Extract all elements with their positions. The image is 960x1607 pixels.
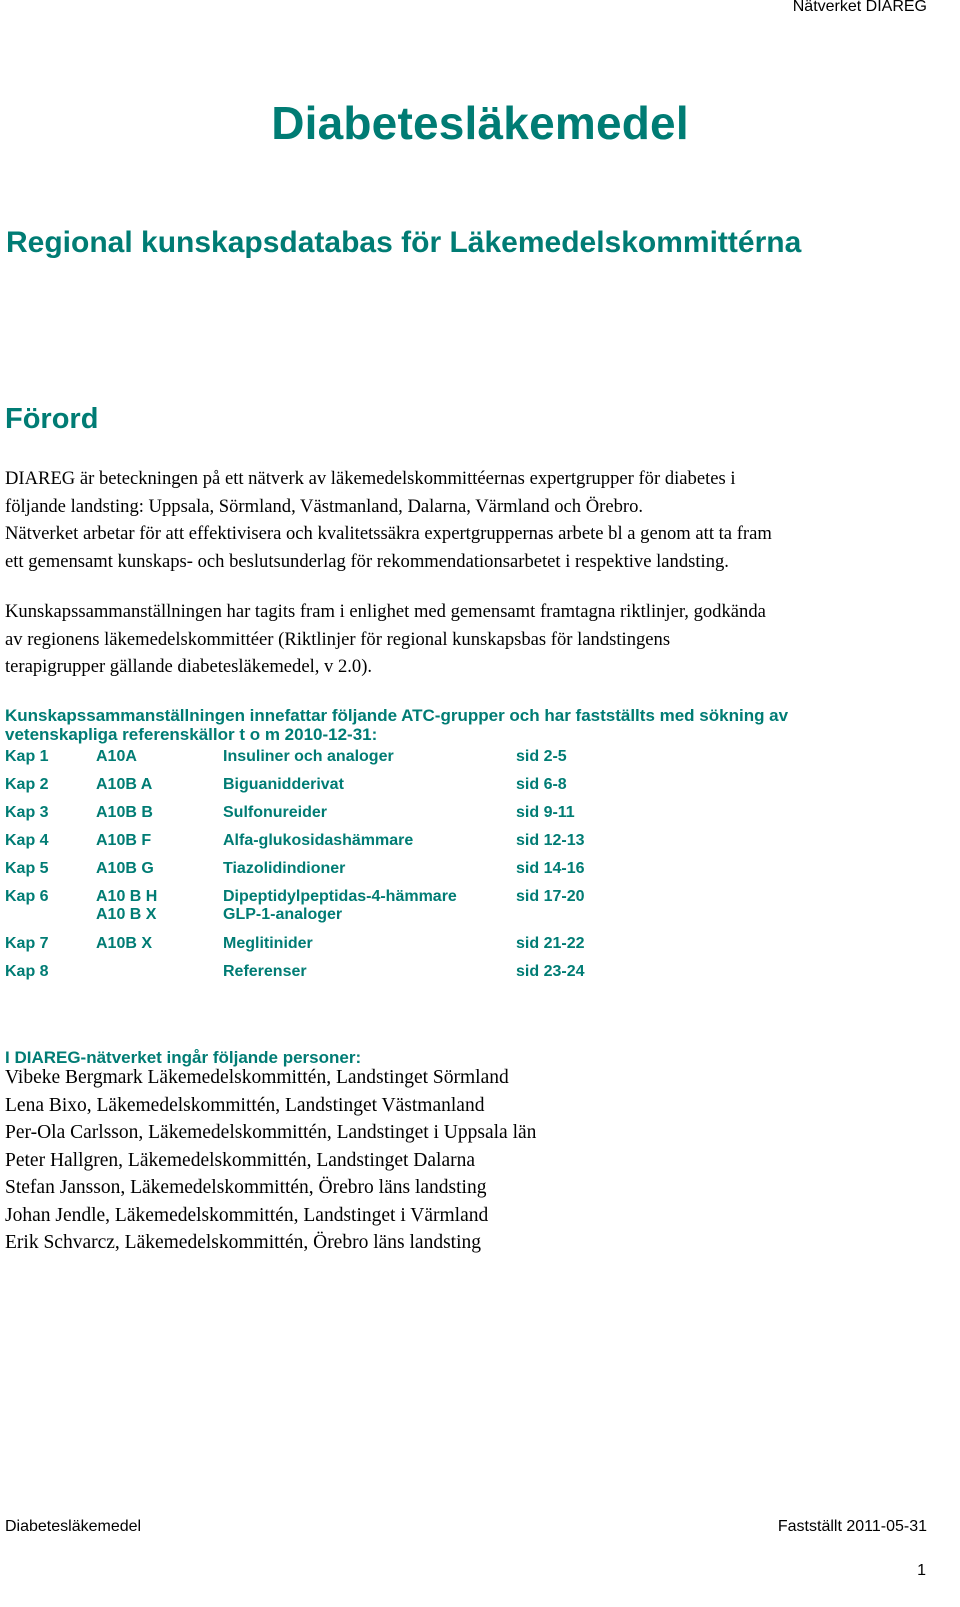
atc-intro bbox=[5, 706, 788, 744]
toc-chapter: Kap 2 bbox=[5, 776, 49, 793]
atc-intro-line: Kunskapssammanställningen innefattar följande ATC-grupper och har fastställts med sökning av bbox=[5, 706, 789, 725]
footer-document-name: Diabetesläkemedel bbox=[5, 1518, 142, 1535]
network-member: Vibeke Bergmark Läkemedelskommittén, Landstinget Sörmland bbox=[5, 1067, 509, 1088]
toc-group-name-group bbox=[223, 888, 457, 924]
toc-row-kap-1 bbox=[5, 748, 705, 776]
paragraph-line: Nätverket arbetar för att effektivisera och kvalitetssäkra expertgruppernas arbete bl a genom att ta fram bbox=[5, 523, 772, 545]
toc-pages: sid 21-22 bbox=[516, 935, 585, 952]
toc-group-name: Insuliner och analoger bbox=[223, 748, 394, 765]
toc-atc-code: A10B B bbox=[96, 804, 153, 821]
toc-chapter: Kap 8 bbox=[5, 963, 49, 980]
toc-group-name: Meglitinider bbox=[223, 935, 313, 952]
toc-atc-code: A10B A bbox=[96, 776, 153, 793]
paragraph-line: terapigrupper gällande diabetesläkemedel, v 2.0). bbox=[5, 656, 373, 678]
paragraph-line: följande landsting: Uppsala, Sörmland, Västmanland, Dalarna, Värmland och Örebro. bbox=[5, 495, 644, 517]
toc-pages: sid 17-20 bbox=[516, 888, 585, 905]
toc-group-name: Sulfonureider bbox=[223, 804, 328, 821]
toc-group-name: Referenser bbox=[223, 963, 307, 980]
toc-atc-code-group bbox=[96, 888, 157, 924]
network-member: Lena Bixo, Läkemedelskommittén, Landstinget Västmanland bbox=[5, 1094, 485, 1116]
document-subtitle: Regional kunskapsdatabas för Läkemedelskommittérna bbox=[6, 226, 802, 259]
paragraph-line: ett gemensamt kunskaps- och beslutsunderlag för rekommendationsarbetet i respektive landsting. bbox=[5, 550, 729, 572]
toc-pages: sid 9-11 bbox=[516, 804, 575, 821]
toc-row-kap-4 bbox=[5, 832, 705, 860]
toc-chapter: Kap 4 bbox=[5, 832, 49, 849]
foreword-heading: Förord bbox=[5, 403, 99, 435]
atc-intro-line: vetenskapliga referenskällor t o m 2010-12-31: bbox=[5, 725, 378, 744]
foreword-paragraph-2 bbox=[5, 598, 955, 681]
toc-row-kap-5 bbox=[5, 860, 705, 888]
toc-row-kap-7 bbox=[5, 935, 705, 963]
toc-pages: sid 14-16 bbox=[516, 860, 585, 877]
foreword-paragraph-1 bbox=[5, 465, 955, 575]
running-header: Nätverket DIAREG bbox=[792, 0, 927, 15]
paragraph-line: av regionens läkemedelskommittéer (Riktlinjer för regional kunskapsbas för landstingens bbox=[5, 628, 671, 650]
toc-chapter: Kap 5 bbox=[5, 860, 49, 877]
toc-row-kap-3 bbox=[5, 804, 705, 832]
toc-group-name: Dipeptidylpeptidas-4-hämmare bbox=[223, 888, 457, 905]
network-member: Stefan Jansson, Läkemedelskommittén, Örebro läns landsting bbox=[5, 1177, 487, 1198]
atc-chapter-table bbox=[5, 748, 705, 991]
toc-pages: sid 23-24 bbox=[516, 963, 585, 980]
toc-row-kap-6 bbox=[5, 888, 705, 935]
network-member: Per-Ola Carlsson, Läkemedelskommittén, Landstinget i Uppsala län bbox=[5, 1122, 537, 1143]
network-member: Peter Hallgren, Läkemedelskommittén, Landstinget Dalarna bbox=[5, 1149, 476, 1171]
toc-atc-code: A10 B X bbox=[96, 906, 157, 923]
toc-row-kap-8 bbox=[5, 963, 705, 991]
toc-chapter: Kap 7 bbox=[5, 935, 49, 952]
toc-chapter: Kap 3 bbox=[5, 804, 49, 821]
network-heading: I DIAREG-nätverket ingår följande personer: bbox=[5, 1048, 362, 1067]
toc-group-name: GLP-1-analoger bbox=[223, 906, 343, 923]
toc-atc-code: A10B X bbox=[96, 935, 153, 952]
toc-atc-code: A10B F bbox=[96, 832, 152, 849]
toc-chapter: Kap 1 bbox=[5, 748, 49, 765]
toc-atc-code: A10A bbox=[96, 748, 137, 765]
toc-chapter: Kap 6 bbox=[5, 888, 49, 905]
document-title: Diabetesläkemedel bbox=[271, 97, 689, 149]
page-number: 1 bbox=[917, 1562, 926, 1579]
toc-group-name: Tiazolidindioner bbox=[223, 860, 346, 877]
paragraph-line: Kunskapssammanställningen har tagits fram i enlighet med gemensamt framtagna riktlinjer, godkända bbox=[5, 601, 766, 622]
toc-pages: sid 12-13 bbox=[516, 832, 585, 849]
network-member: Erik Schvarcz, Läkemedelskommittén, Örebro läns landsting bbox=[5, 1232, 481, 1253]
toc-atc-code: A10B G bbox=[96, 860, 154, 877]
toc-group-name: Alfa-glukosidashämmare bbox=[223, 832, 414, 849]
toc-atc-code: A10 B H bbox=[96, 888, 158, 905]
paragraph-line: DIAREG är beteckningen på ett nätverk av läkemedelskommittéernas expertgrupper för diabetes i bbox=[5, 468, 736, 489]
toc-group-name: Biguanidderivat bbox=[223, 776, 344, 793]
toc-row-kap-2 bbox=[5, 776, 705, 804]
network-member: Johan Jendle, Läkemedelskommittén, Landstinget i Värmland bbox=[5, 1204, 489, 1226]
footer-approval-date: Fastställt 2011-05-31 bbox=[777, 1518, 927, 1535]
toc-pages: sid 2-5 bbox=[516, 748, 567, 765]
network-member-list bbox=[5, 1064, 536, 1257]
toc-pages: sid 6-8 bbox=[516, 776, 567, 793]
